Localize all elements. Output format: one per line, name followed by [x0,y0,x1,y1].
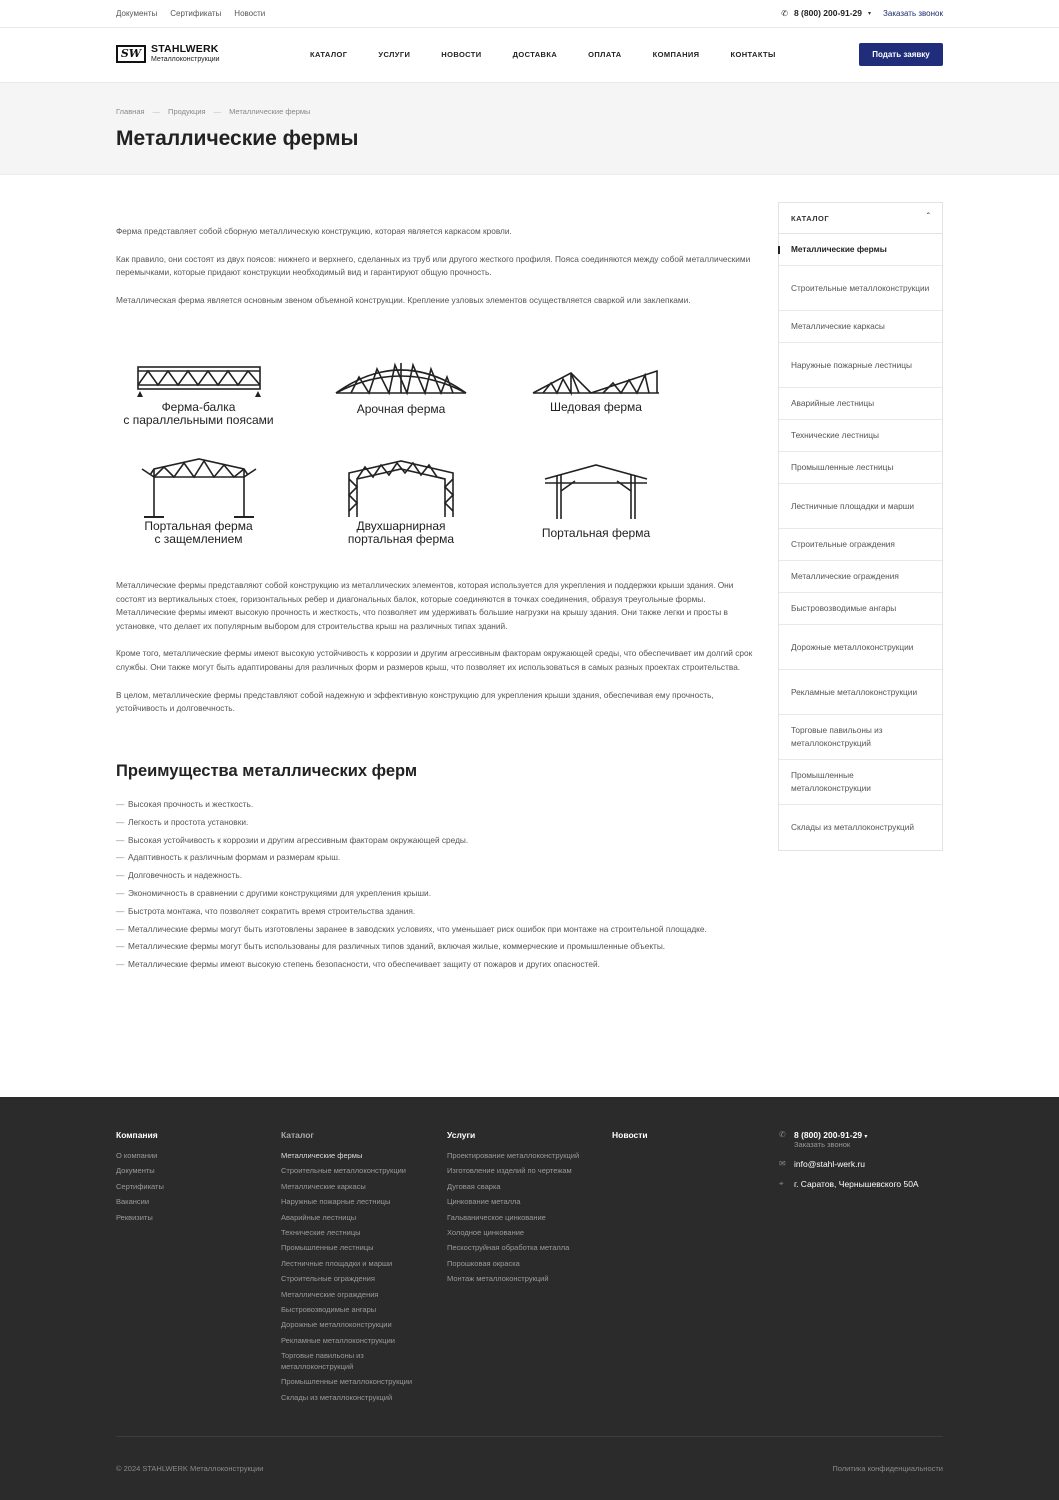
sidebar-item[interactable]: Промышленные лестницы [779,452,942,484]
diagram-arch-truss [331,353,471,416]
footer-link[interactable]: Наружные пожарные лестницы [281,1197,391,1207]
site-footer [0,1097,1059,1500]
footer-link[interactable]: Строительные металлоконструкции [281,1166,406,1176]
footer-email[interactable]: info@stahl-werk.ru [794,1159,865,1169]
apply-button[interactable]: Подать заявку [859,43,943,66]
list-item: — Высокая устойчивость к коррозии и другим агрессивным факторам окружающей среды. [116,834,746,847]
diagram-caption: Шедовая ферма [550,400,642,414]
top-link-certificates[interactable]: Сертификаты [170,9,222,18]
top-link-news[interactable]: Новости [234,9,266,18]
arch-truss-drawing [331,353,471,403]
diagram-shed-truss [531,361,661,414]
footer-link[interactable]: Торговые павильоны из металлоконструкций [281,1351,364,1372]
sidebar-item[interactable]: Лестничные площадки и марши [779,484,942,529]
footer-link[interactable]: Рекламные металлоконструкции [281,1335,395,1345]
title-band [0,83,1059,175]
footer-title: Компания [116,1130,158,1140]
breadcrumb-products[interactable]: Продукция [168,107,206,116]
diagram-caption: Портальная ферма [541,526,651,540]
portal-drawing [541,461,651,521]
main-nav [310,50,807,59]
phone-icon: ✆ [781,8,788,18]
list-item: — Металлические фермы имеют высокую степень безопасности, что обеспечивает защиту от пожаров и других опасностей. [116,958,746,971]
diagram-portal [531,461,661,540]
footer-link[interactable]: Сертификаты [116,1181,164,1191]
footer-link[interactable]: Дуговая сварка [447,1181,501,1191]
sidebar-item-trusses[interactable]: Металлические фермы [779,234,942,266]
body-paragraph: Металлические фермы представляют собой конструкцию из металлических элементов, которая используется для укрепления и поддержки крыши здания. Они состоят из вертикальных стоек, горизонтальных ребер и диагональных балок, которые соединяются в точках соединения, образуя треугольные формы. [116,580,734,604]
footer-link[interactable]: Изготовление изделий по чертежам [447,1166,572,1176]
intro-paragraph: Металлическая ферма является основным звеном объемной конструкции. Крепление узловых элементов осуществляется сваркой или заклепками. [116,294,691,305]
sidebar-item[interactable]: Металлические каркасы [779,311,942,343]
beam-truss-drawing [134,361,264,401]
logo-mark: SW [116,45,146,63]
footer-link[interactable]: Реквизиты [116,1212,153,1222]
footer-link[interactable]: Аварийные лестницы [281,1212,357,1222]
portal-fixed-drawing [134,455,264,520]
breadcrumb-separator: — [213,107,222,116]
footer-link[interactable]: Металлические фермы [281,1151,363,1160]
logo-tagline: Металлоконструкции [151,56,220,63]
sidebar-item[interactable]: Промышленные металлоконструкции [779,760,942,805]
footer-title: Каталог [281,1130,314,1140]
footer-link[interactable]: Холодное цинкование [447,1227,525,1237]
sidebar-item[interactable]: Строительные металлоконструкции [779,266,942,311]
body-paragraph: В целом, металлические фермы представляют собой надежную и эффективную конструкцию для укрепления крыши здания, обеспечивая ему прочность, устойчивость и долговечность. [116,689,714,714]
site-header [0,28,1059,83]
footer-link[interactable]: Цинкование металла [447,1197,521,1207]
diagram-caption: с защемлением [154,532,243,546]
nav-payment[interactable]: ОПЛАТА [588,50,622,59]
sidebar-item[interactable]: Технические лестницы [779,420,942,452]
chevron-down-icon[interactable]: ▾ [864,1134,868,1140]
diagram-portal-fixed [126,455,271,546]
diagram-caption: Арочная ферма [356,402,446,416]
nav-delivery[interactable]: ДОСТАВКА [512,50,558,59]
truss-diagrams [116,343,696,568]
nav-services[interactable]: УСЛУГИ [378,50,411,59]
sidebar-title: КАТАЛОГ [791,214,830,223]
top-link-documents[interactable]: Документы [116,9,158,18]
intro-paragraph: Ферма представляет собой сборную металлическую конструкцию, которая является каркасом кровли. [116,226,512,236]
logo[interactable] [116,44,220,64]
footer-services [447,1130,579,1289]
sidebar-item[interactable]: Дорожные металлоконструкции [779,625,942,670]
footer-callback[interactable]: Заказать звонок [794,1140,851,1149]
footer-link[interactable]: Склады из металлоконструкций [281,1392,393,1402]
nav-company[interactable]: КОМПАНИЯ [652,50,700,59]
footer-link[interactable]: Проектирование металлоконструкций [447,1151,580,1160]
footer-address: г. Саратов, Чернышевского 50А [794,1179,919,1189]
intro-paragraph: Как правило, они состоят из двух поясов: нижнего и верхнего, сделанных из труб или другого жесткого профиля. Пояса соединяются между собой металлическими перемычками, которые придают конструкции необходимый вид и гарантируют общую прочность. [116,253,751,278]
two-hinge-drawing [341,455,461,520]
breadcrumb-home[interactable]: Главная [116,107,145,116]
footer-link[interactable]: О компании [116,1151,158,1160]
footer-link[interactable]: Гальваническое цинкование [447,1212,546,1222]
nav-catalog[interactable]: КАТАЛОГ [310,50,348,59]
footer-link[interactable]: Промышленные лестницы [281,1243,374,1253]
footer-link[interactable]: Порошковая окраска [447,1258,520,1268]
footer-link[interactable]: Лестничные площадки и марши [281,1258,393,1268]
footer-phone[interactable]: 8 (800) 200-91-29 [794,1130,863,1140]
list-item: — Долговечность и надежность. [116,869,746,882]
breadcrumb-separator: — [152,107,161,116]
top-bar [0,0,1059,28]
sidebar-item[interactable]: Аварийные лестницы [779,388,942,420]
sidebar-item[interactable]: Наружные пожарные лестницы [779,343,942,388]
catalog-sidebar [778,202,943,851]
footer-link[interactable]: Документы [116,1166,155,1176]
list-item: — Адаптивность к различным формам и размерам крыш. [116,851,746,864]
footer-contacts [779,1130,919,1199]
page-title: Металлические фермы [116,127,359,150]
chevron-up-icon[interactable]: ˆ [926,212,930,221]
footer-link[interactable]: Монтаж металлоконструкций [447,1274,549,1284]
body-text [116,579,761,730]
top-links [116,9,265,18]
footer-link[interactable]: Строительные ограждения [281,1274,375,1284]
footer-link[interactable]: Технические лестницы [281,1227,361,1237]
sidebar-item[interactable]: Металлические ограждения [779,561,942,593]
location-icon: ⌖ [779,1179,784,1188]
sidebar-item[interactable]: Быстровозводимые ангары [779,593,942,625]
sidebar-item[interactable]: Строительные ограждения [779,529,942,561]
sidebar-item[interactable]: Торговые павильоны из металлоконструкций [779,715,942,760]
list-item: — Экономичность в сравнении с другими конструкциями для укрепления крыши. [116,887,746,900]
footer-link[interactable]: Вакансии [116,1197,150,1207]
nav-news[interactable]: НОВОСТИ [441,50,482,59]
body-paragraph: Металлические фермы имеют высокую прочность и жесткость, что позволяет им удерживать большие нагрузки на крышу здания. Они также легки и просты в установке, что делает их популярным выбором для строительства крыш на различных типах зданий. [116,607,728,631]
diagram-beam-truss [116,361,281,427]
body-paragraph: Кроме того, металлические фермы имеют высокую устойчивость к коррозии и другим агрессивным факторам окружающей среды, что обеспечивает им долгий срок службы. Они также могут быть адаптированы для различных форм и размеров крыш, что позволяет их использоваться в самых разных проектах строительства. [116,648,753,672]
phone-icon: ✆ [779,1130,786,1139]
chevron-down-icon[interactable]: ▾ [868,10,872,17]
footer-link[interactable]: Дорожные металлоконструкции [281,1320,392,1330]
diagram-caption: портальная ферма [347,532,455,546]
breadcrumb [116,107,310,116]
advantages-list [116,798,746,976]
nav-contacts[interactable]: КОНТАКТЫ [730,50,776,59]
logo-brand: STAHLWERK [151,43,219,55]
diagram-caption: с параллельными поясами [123,413,274,427]
footer-title[interactable]: Новости [612,1130,648,1140]
top-phone[interactable]: 8 (800) 200-91-29 [793,8,863,18]
footer-catalog [281,1130,431,1407]
list-item: — Металлические фермы могут быть использованы для различных типов зданий, включая жилые, коммерческие и промышленные объекты. [116,940,746,953]
sidebar-item[interactable]: Склады из металлоконструкций [791,822,914,832]
footer-news [612,1130,648,1150]
top-contacts [781,8,943,18]
diagram-caption: Двухшарнирная [356,519,446,533]
footer-link[interactable]: Быстровозводимые ангары [281,1304,377,1314]
sidebar-header[interactable] [779,203,942,234]
list-item: — Высокая прочность и жесткость. [116,798,746,811]
footer-link[interactable]: Металлические ограждения [281,1289,379,1299]
privacy-link[interactable]: Политика конфиденциальности [832,1464,943,1473]
list-item: — Быстрота монтажа, что позволяет сократить время строительства здания. [116,905,746,918]
diagram-caption: Портальная ферма [144,519,253,533]
list-item: — Легкость и простота установки. [116,816,746,829]
advantages-title: Преимущества металлических ферм [116,762,418,780]
copyright: © 2024 STAHLWERK Металлоконструкции [116,1464,264,1473]
diagram-caption: Ферма-балка [161,400,236,414]
sidebar-item[interactable]: Рекламные металлоконструкции [779,670,942,715]
footer-title: Услуги [447,1130,476,1140]
callback-link[interactable]: Заказать звонок [883,8,943,18]
footer-company [116,1130,164,1227]
footer-link[interactable]: Пескоструйная обработка металла [447,1243,570,1253]
diagram-two-hinge [331,455,471,546]
intro-text [116,225,761,321]
footer-link[interactable]: Металлические каркасы [281,1181,366,1191]
list-item: — Металлические фермы могут быть изготовлены заранее в заводских условиях, что уменьшает риск ошибок при монтаже на строительной площадке. [116,923,746,936]
breadcrumb-current: Металлические фермы [229,107,311,116]
mail-icon: ✉ [779,1159,786,1168]
shed-truss-drawing [531,361,661,401]
footer-divider [116,1436,943,1437]
footer-link[interactable]: Промышленные металлоконструкции [281,1377,413,1387]
